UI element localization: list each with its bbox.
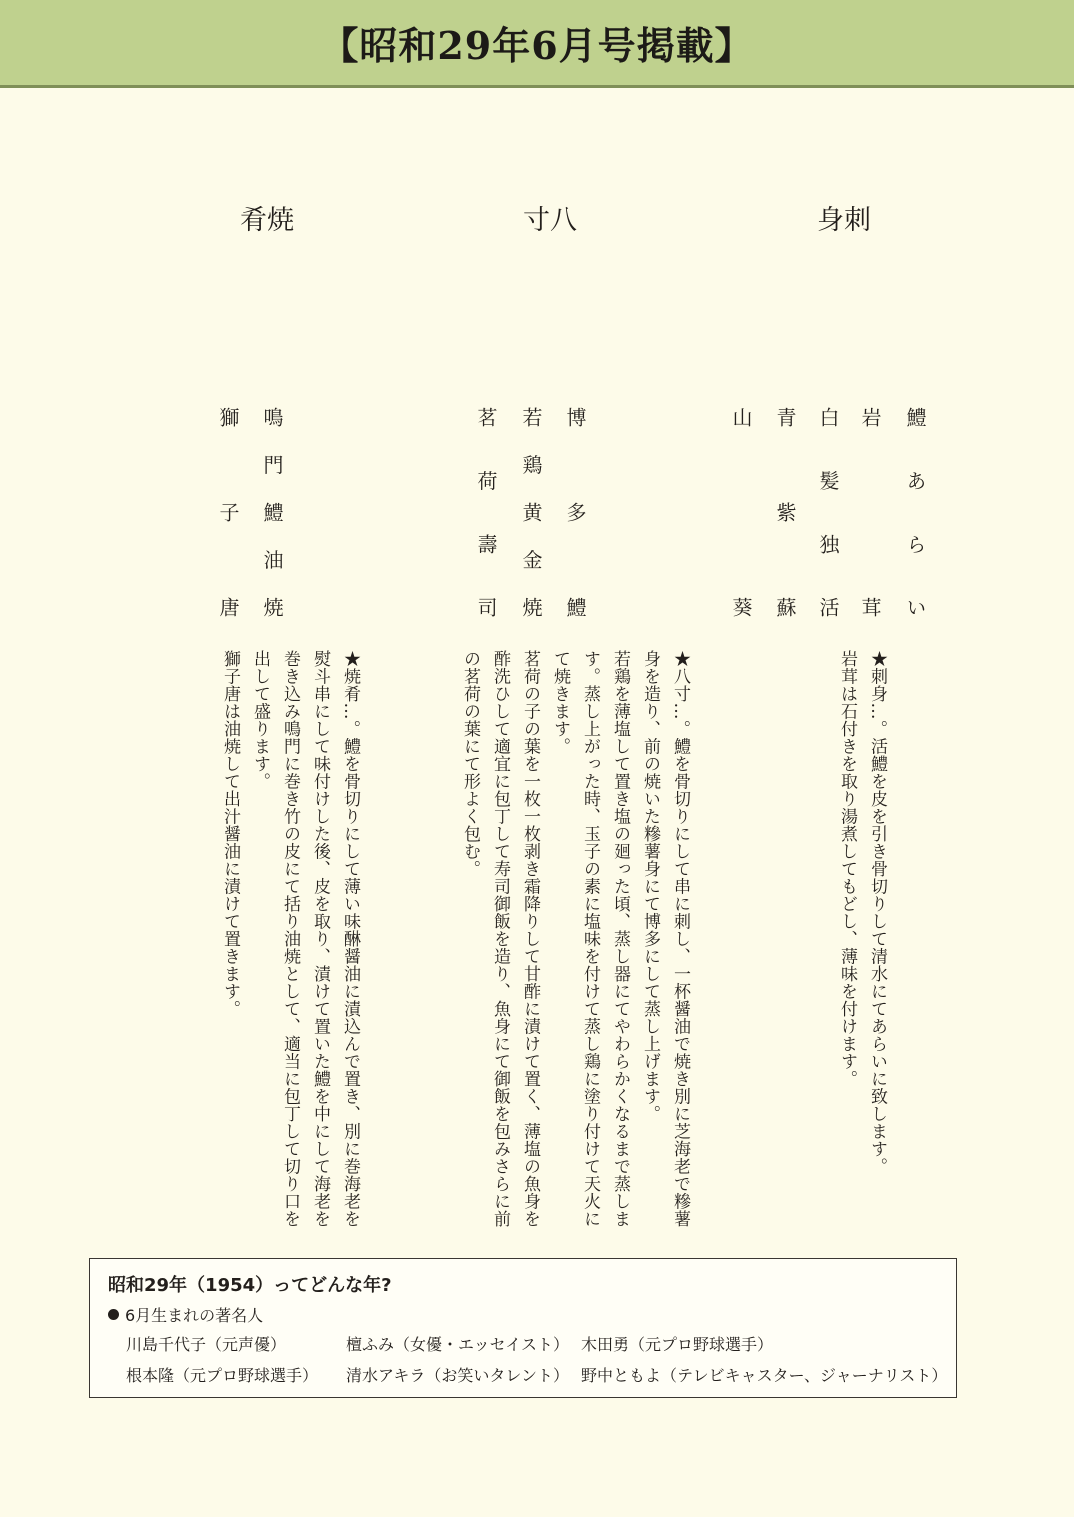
course-description-sashimi: [782, 650, 892, 1230]
course-item: 鳴門鱧油焼: [260, 407, 284, 617]
person-entry: 根本隆（元プロ野球選手）: [126, 1366, 319, 1385]
page-title: 【昭和29年6月号掲載】: [320, 23, 754, 68]
person-entry: 野中ともよ（テレビキャスター、ジャーナリスト）: [581, 1366, 948, 1385]
course-heading-hassun: 八寸: [518, 205, 576, 332]
person-entry: 川島千代子（元声優）: [126, 1335, 287, 1354]
description-paragraph: 茗荷の子の葉を一枚一枚剥き霜降りして甘酢に漬けて置く、薄塩の魚身を酢洗ひして適宜に包丁して寿司御飯を造り、魚身にて御飯を包みさらに前の茗荷の葉にて形よく包む。: [460, 650, 540, 1228]
description-paragraph: ★焼肴…。鱧を骨切りにして薄い味醂醤油に漬込んで置き、別に巻海老を熨斗串にして味付けした後、皮を取り、漬けて置いた鱧を中にして海老を巻き込み鳴門に巻き竹の皮にて括り油焼として、適当に包丁して切り口を出して盛ります。: [250, 650, 360, 1228]
description-paragraph: ★刺身…。活鱧を皮を引き骨切りして清水にてあらいに致します。: [867, 650, 887, 1175]
person-entry: 木田勇（元プロ野球選手）: [581, 1335, 774, 1354]
course-item: 博多鱧: [563, 407, 587, 617]
course-item: 鱧あらい: [903, 407, 927, 617]
description-paragraph: 岩茸は石付きを取り湯煮してもどし、薄味を付けます。: [837, 650, 857, 1088]
page-header: [0, 0, 1074, 88]
info-box-title: 昭和29年（1954）ってどんな年?: [108, 1275, 392, 1296]
description-paragraph: ★八寸…。鱧を骨切りにして串に刺し、一杯醤油で焼き別に芝海老で糝薯身を造り、前の焼いた糝薯身にて博多にして蒸し上げます。: [640, 650, 690, 1228]
course-item: 若鶏黄金焼: [519, 407, 543, 617]
description-paragraph: 獅子唐は油焼して出汁醤油に漬けて置きます。: [220, 650, 240, 1018]
course-item: 山葵: [729, 407, 753, 617]
info-box-subtitle-text: 6月生まれの著名人: [125, 1306, 264, 1325]
description-paragraph: 若鶏を薄塩して置き塩の廻った頃、蒸し器にてやわらかくなるまで蒸します。蒸し上がった時、玉子の素に塩味を付けて蒸し鶏に塗り付けて天火にて焼きます。: [550, 650, 630, 1228]
bullet-icon: [108, 1309, 119, 1320]
person-entry: 清水アキラ（お笑いタレント）: [346, 1366, 569, 1385]
course-heading-yakizakana: 焼肴: [235, 205, 293, 332]
course-item: 岩茸: [858, 407, 882, 617]
course-description-yakizakana: [165, 650, 365, 1230]
info-box-subtitle: [108, 1303, 938, 1326]
course-heading-sashimi: 刺身: [812, 205, 870, 332]
course-item: 茗荷壽司: [474, 407, 498, 617]
course-item: 獅子唐: [216, 407, 240, 617]
person-entry: 檀ふみ（女優・エッセイスト）: [346, 1335, 570, 1354]
people-list: [108, 1332, 948, 1386]
course-description-hassun: [375, 650, 695, 1230]
course-item: 青紫蘇: [773, 407, 797, 617]
course-item: 白髪独活: [816, 407, 840, 617]
info-box: [89, 1258, 957, 1398]
